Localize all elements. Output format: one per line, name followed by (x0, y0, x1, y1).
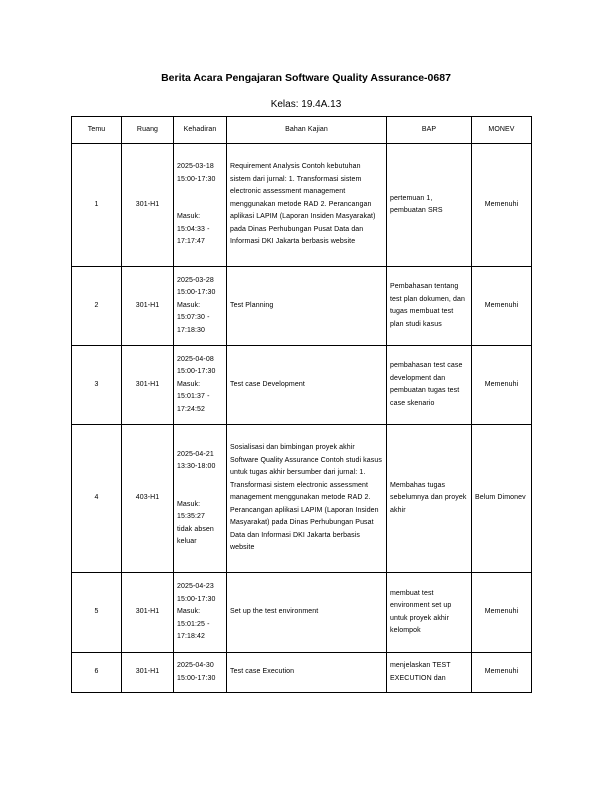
cell-ruang: 301-H1 (122, 653, 174, 693)
cell-bap: pertemuan 1, pembuatan SRS (387, 144, 472, 267)
column-header-bahan-kajian: Bahan Kajian (227, 117, 387, 144)
column-header-monev: MONEV (472, 117, 532, 144)
cell-bahan-kajian: Test case Execution (227, 653, 387, 693)
cell-kehadiran (174, 653, 227, 693)
kehadiran-time: 2025-03-18 15:00-17:30 (177, 163, 216, 183)
cell-bap: membuat test environment set up untuk proyek akhir kelompok (387, 573, 472, 653)
cell-ruang: 301-H1 (122, 144, 174, 267)
kehadiran-masuk: Masuk: 15:01:25 - 17:18:42 (177, 608, 210, 641)
cell-kehadiran (174, 425, 227, 573)
kehadiran-time: 2025-04-23 15:00-17:30 (177, 583, 216, 603)
column-header-bap: BAP (387, 117, 472, 144)
document-title: Berita Acara Pengajaran Software Quality Assurance-0687 (161, 72, 451, 84)
kehadiran-time: 2025-03-28 15:00-17:30 (177, 276, 216, 297)
cell-kehadiran (174, 144, 227, 267)
column-header-kehadiran: Kehadiran (174, 117, 227, 144)
column-header-temu: Temu (72, 117, 122, 144)
table-row (72, 267, 532, 346)
cell-bap: pembahasan test case development dan pembuatan tugas test case skenario (387, 346, 472, 425)
cell-bahan-kajian: Requirement Analysis Contoh kebutuhan sistem dari jurnal: 1. Transformasi sistem electronic assessment management menggunakan metode RAD 2. Perancangan aplikasi LAPIM (Laporan Insiden Masyarakat) pada Dinas Perhubungan Pusat Data dan Informasi DKI Jakarta berbasis website (227, 144, 387, 267)
column-header-ruang: Ruang (122, 117, 174, 144)
kehadiran-note: tidak absen keluar (177, 525, 214, 545)
cell-ruang: 301-H1 (122, 267, 174, 346)
kehadiran-time: 2025-04-30 15:00-17:30 (177, 662, 216, 682)
kehadiran-masuk: Masuk: 15:01:37 - 17:24:52 (177, 380, 210, 413)
attendance-table (71, 116, 532, 693)
cell-bahan-kajian: Sosialisasi dan bimbingan proyek akhir Software Quality Assurance Contoh studi kasus untuk tugas akhir bersumber dari jurnal: 1. Transformasi sistem electronic assessment management menggunakan metode RAD 2. Perancangan aplikasi LAPIM (Laporan Insiden Masyarakat) pada Dinas Perhubungan Pusat Data dan Informasi DKI Jakarta berbasis website (227, 425, 387, 573)
cell-monev: Memenuhi (472, 144, 532, 267)
table-row (72, 653, 532, 693)
cell-kehadiran (174, 573, 227, 653)
cell-temu: 4 (72, 425, 122, 573)
class-label: Kelas: 19.4A.13 (270, 99, 342, 110)
cell-ruang: 403-H1 (122, 425, 174, 573)
cell-temu: 2 (72, 267, 122, 346)
cell-bahan-kajian: Test Planning (227, 267, 387, 346)
cell-temu: 3 (72, 346, 122, 425)
cell-bap: menjelaskan TEST EXECUTION dan (387, 653, 472, 693)
table-header-row (72, 117, 532, 144)
cell-kehadiran (174, 346, 227, 425)
cell-monev: Memenuhi (472, 346, 532, 425)
cell-ruang: 301-H1 (122, 573, 174, 653)
cell-ruang: 301-H1 (122, 346, 174, 425)
cell-temu: 6 (72, 653, 122, 693)
cell-bap: Pembahasan tentang test plan dokumen, dan tugas membuat test plan studi kasus (387, 267, 472, 346)
kehadiran-masuk: Masuk: 15:35:27 (177, 500, 206, 520)
cell-kehadiran (174, 267, 227, 346)
table-row (72, 425, 532, 573)
cell-monev: Memenuhi (472, 653, 532, 693)
kehadiran-time: 2025-04-08 15:00-17:30 (177, 355, 216, 376)
cell-monev: Memenuhi (472, 267, 532, 346)
table-row (72, 573, 532, 653)
table-row (72, 346, 532, 425)
cell-bahan-kajian: Test case Development (227, 346, 387, 425)
cell-monev: Memenuhi (472, 573, 532, 653)
cell-bap: Membahas tugas sebelumnya dan proyek akhir (387, 425, 472, 573)
table-row (72, 144, 532, 267)
cell-temu: 1 (72, 144, 122, 267)
cell-bahan-kajian: Set up the test environment (227, 573, 387, 653)
kehadiran-masuk: Masuk: 15:04:33 - 17:17:47 (177, 213, 210, 246)
cell-monev: Belum Dimonev (472, 425, 532, 573)
kehadiran-time: 2025-04-21 13:30-18:00 (177, 450, 216, 470)
kehadiran-masuk: Masuk: 15:07:30 - 17:18:30 (177, 301, 210, 334)
cell-temu: 5 (72, 573, 122, 653)
